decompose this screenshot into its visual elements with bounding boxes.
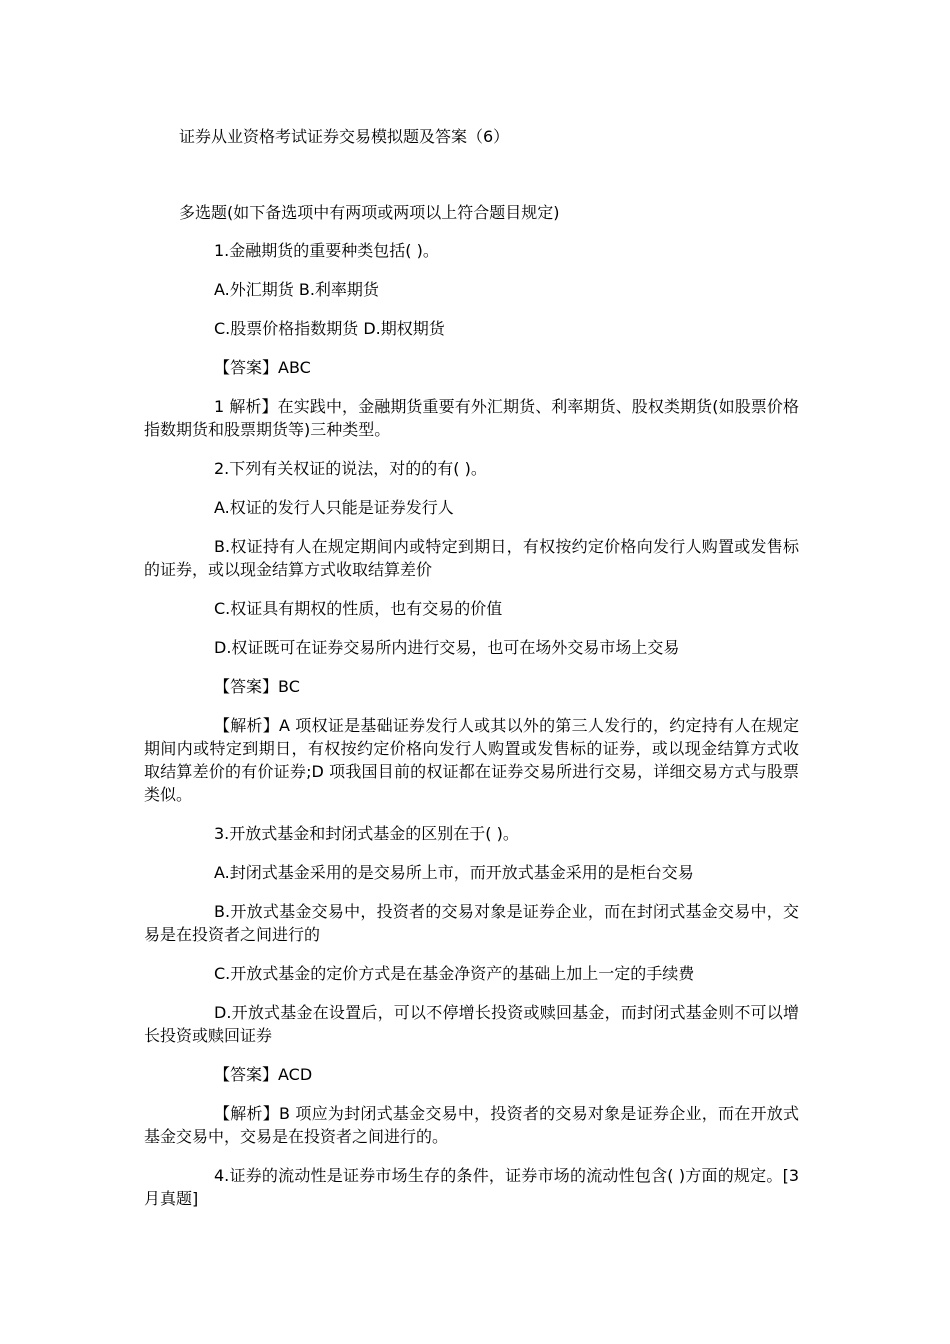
answer-line: 【答案】BC <box>214 677 300 696</box>
explanation: 1 解析】在实践中，金融期货重要有外汇期货、利率期货、股权类期货(如股票价格指数期货和股票期货等)三种类型。 <box>144 397 799 439</box>
option-line: A.权证的发行人只能是证券发行人 <box>214 498 454 517</box>
option-line: A.外汇期货 B.利率期货 <box>214 280 379 299</box>
option-line: D.开放式基金在设置后，可以不停增长投资或赎回基金，而封闭式基金则不可以增长投资或赎回证券 <box>144 1003 799 1045</box>
option-line: B.开放式基金交易中，投资者的交易对象是证券企业，而在封闭式基金交易中，交易是在投资者之间进行的 <box>144 902 799 944</box>
document-title: 证券从业资格考试证券交易模拟题及答案（6） <box>179 127 510 146</box>
option-line: C.权证具有期权的性质，也有交易的价值 <box>214 599 503 618</box>
explanation: 【解析】A 项权证是基础证券发行人或其以外的第三人发行的，约定持有人在规定期间内或特定到期日，有权按约定价格向发行人购置或发售标的证券，或以现金结算方式收取结算差价的有价证券;D 项我国目前的权证都在证券交易所进行交易，详细交易方式与股票类似。 <box>144 716 799 804</box>
explanation: 【解析】B 项应为封闭式基金交易中，投资者的交易对象是证券企业，而在开放式基金交易中，交易是在投资者之间进行的。 <box>144 1104 799 1146</box>
answer-line: 【答案】ABC <box>214 358 311 377</box>
option-line: D.权证既可在证券交易所内进行交易，也可在场外交易市场上交易 <box>214 638 680 657</box>
question-3: 3.开放式基金和封闭式基金的区别在于( )。 <box>214 824 519 843</box>
option-line: A.封闭式基金采用的是交易所上市，而开放式基金采用的是柜台交易 <box>214 863 694 882</box>
document-body <box>144 239 799 1226</box>
section-heading: 多选题(如下备选项中有两项或两项以上符合题目规定) <box>179 203 560 222</box>
question-2: 2.下列有关权证的说法，对的的有( )。 <box>214 459 487 478</box>
option-line: C.开放式基金的定价方式是在基金净资产的基础上加上一定的手续费 <box>214 964 695 983</box>
question-4: 4.证券的流动性是证券市场生存的条件，证券市场的流动性包含( )方面的规定。[3 月真题] <box>144 1166 799 1208</box>
answer-line: 【答案】ACD <box>214 1065 313 1084</box>
option-line: B.权证持有人在规定期间内或特定到期日，有权按约定价格向发行人购置或发售标的证券，或以现金结算方式收取结算差价 <box>144 537 799 579</box>
question-1: 1.金融期货的重要种类包括( )。 <box>214 241 439 260</box>
option-line: C.股票价格指数期货 D.期权期货 <box>214 319 445 338</box>
